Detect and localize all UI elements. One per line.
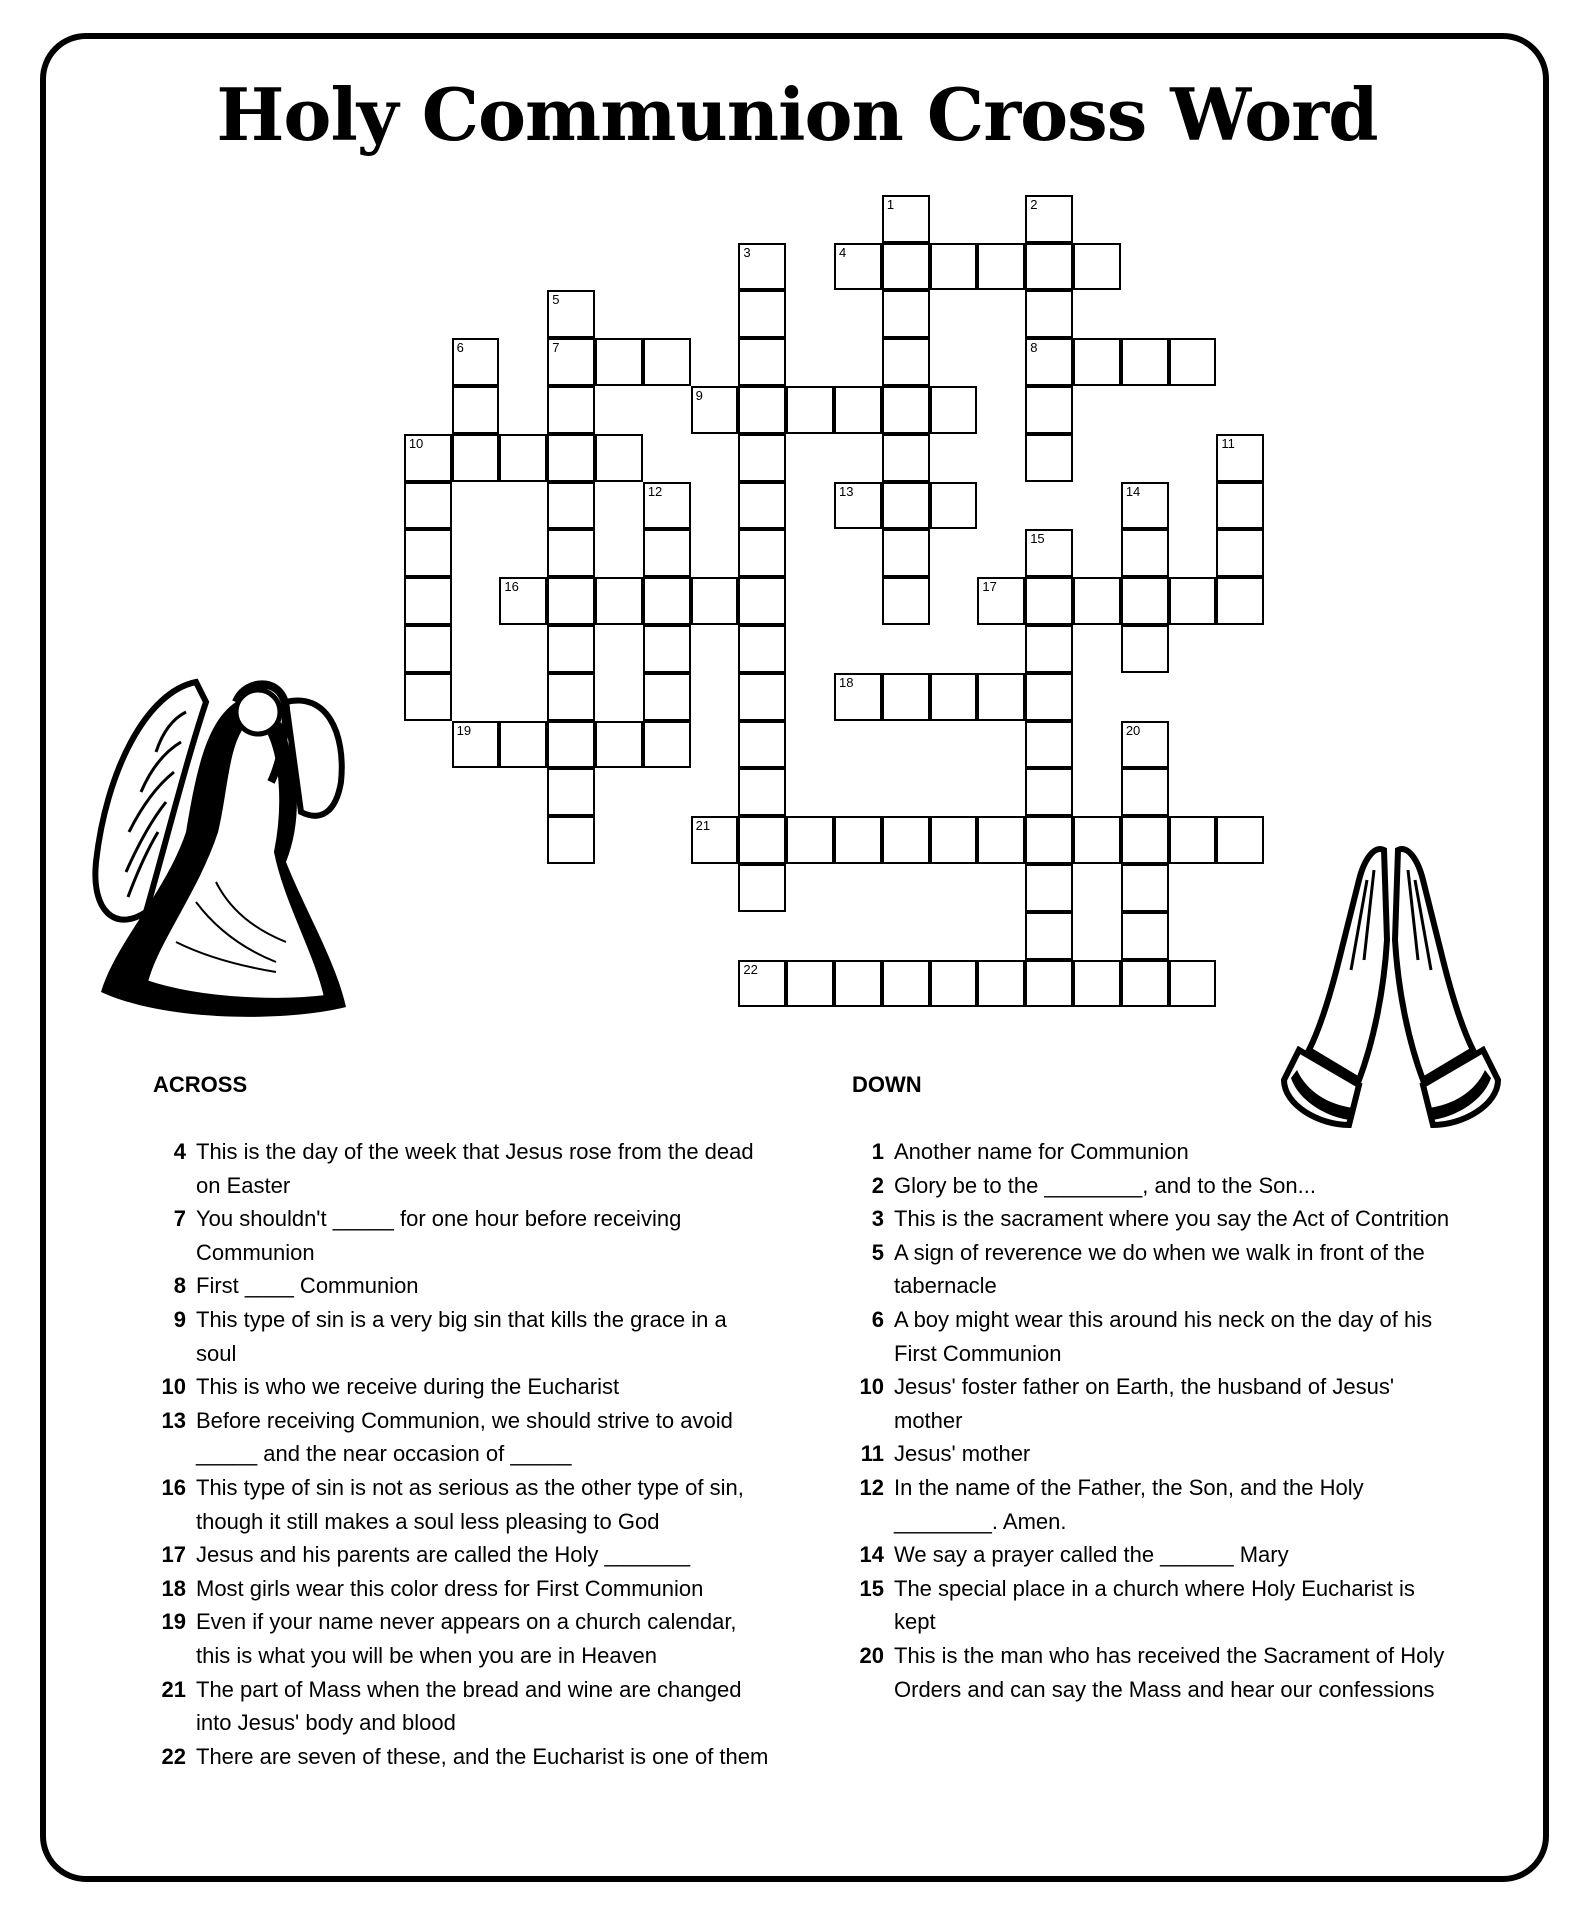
grid-cell[interactable]	[930, 243, 978, 291]
grid-cell[interactable]	[1073, 816, 1121, 864]
cell-number: 9	[695, 388, 703, 403]
grid-cell[interactable]	[738, 529, 786, 577]
grid-cell[interactable]	[404, 482, 452, 530]
grid-cell[interactable]	[738, 960, 786, 1008]
across-clue-8	[152, 1269, 772, 1303]
grid-cell[interactable]	[882, 577, 930, 625]
grid-cell[interactable]	[452, 338, 500, 386]
grid-cell[interactable]	[1073, 577, 1121, 625]
grid-cell[interactable]	[547, 386, 595, 434]
cell-number: 4	[839, 244, 847, 260]
grid-cell[interactable]	[738, 768, 786, 816]
grid-cell[interactable]	[1025, 912, 1073, 960]
grid-cell[interactable]	[1121, 912, 1169, 960]
cell-number: 22	[743, 961, 758, 977]
grid-cell[interactable]	[691, 577, 739, 625]
grid-cell[interactable]	[643, 625, 691, 673]
clue-text: Before receiving Communion, we should strive to avoid _____ and the near occasion of _____	[196, 1407, 733, 1467]
grid-cell[interactable]	[882, 338, 930, 386]
clue-text: We say a prayer called the ______ Mary	[894, 1542, 1289, 1568]
clue-number: 2	[871, 1172, 884, 1198]
grid-cell[interactable]	[1121, 864, 1169, 912]
clue-number: 1	[871, 1139, 884, 1164]
grid-cell[interactable]	[930, 960, 978, 1008]
grid-cell[interactable]	[1073, 338, 1121, 386]
across-clue-18	[152, 1572, 772, 1606]
cell-number: 2	[1030, 196, 1038, 212]
grid-cell[interactable]	[977, 960, 1025, 1008]
grid-cell[interactable]	[786, 816, 834, 864]
grid-cell[interactable]	[1025, 960, 1073, 1008]
grid-cell[interactable]	[595, 434, 643, 482]
clue-text: This is the man who has received the Sacrament of Holy Orders and can say the Mass and hear our confessions	[894, 1642, 1445, 1702]
grid-cell[interactable]	[1216, 577, 1264, 625]
grid-cell[interactable]	[738, 386, 786, 434]
grid-cell[interactable]	[1025, 673, 1073, 721]
cell-number: 6	[456, 340, 464, 356]
grid-cell[interactable]	[1025, 529, 1073, 577]
clue-text: First ____ Communion	[196, 1273, 419, 1299]
grid-cell[interactable]	[1216, 434, 1264, 482]
grid-cell[interactable]	[1025, 577, 1073, 625]
clue-number: 16	[161, 1474, 186, 1500]
grid-cell[interactable]	[1073, 960, 1121, 1008]
grid-cell[interactable]	[1025, 195, 1073, 243]
grid-cell[interactable]	[738, 625, 786, 673]
grid-cell[interactable]	[643, 338, 691, 386]
clue-number: 10	[161, 1374, 186, 1400]
page-title: Holy Communion Cross Word	[216, 72, 1378, 157]
clue-number: 13	[161, 1407, 186, 1433]
grid-cell[interactable]	[1025, 434, 1073, 482]
grid-cell[interactable]	[691, 816, 739, 864]
cell-number: 19	[456, 722, 472, 738]
grid-cell[interactable]	[930, 482, 978, 530]
grid-cell[interactable]	[1169, 338, 1217, 386]
cell-number: 11	[1221, 435, 1235, 451]
down-clue-11	[850, 1437, 1460, 1471]
grid-cell[interactable]	[977, 243, 1025, 291]
clue-number: 4	[173, 1139, 186, 1164]
cell-number: 10	[408, 435, 424, 451]
down-clue-20	[850, 1639, 1460, 1706]
clue-number: 18	[161, 1575, 186, 1601]
grid-cell[interactable]	[738, 816, 786, 864]
clue-number: 5	[871, 1239, 884, 1265]
grid-cell[interactable]	[977, 816, 1025, 864]
grid-cell[interactable]	[834, 960, 882, 1008]
clue-text: The part of Mass when the bread and wine are changed into Jesus' body and blood	[196, 1676, 742, 1736]
grid-cell[interactable]	[738, 721, 786, 769]
down-clue-10	[850, 1370, 1460, 1437]
grid-cell[interactable]	[1169, 577, 1217, 625]
grid-cell[interactable]	[1025, 386, 1073, 434]
clue-number: 20	[859, 1642, 884, 1668]
cell-number: 3	[743, 244, 751, 260]
cell-number: 5	[552, 292, 560, 308]
across-clue-19	[152, 1605, 772, 1672]
clue-number: 14	[859, 1542, 884, 1568]
cell-number: 16	[504, 579, 519, 595]
grid-cell[interactable]	[691, 386, 739, 434]
grid-cell[interactable]	[882, 290, 930, 338]
grid-cell[interactable]	[547, 673, 595, 721]
grid-cell[interactable]	[643, 673, 691, 721]
grid-cell[interactable]	[1025, 721, 1073, 769]
grid-cell[interactable]	[882, 195, 930, 243]
clue-text: Most girls wear this color dress for First Communion	[196, 1575, 704, 1601]
grid-cell[interactable]	[595, 577, 643, 625]
across-clue-list	[152, 1135, 772, 1773]
grid-cell[interactable]	[452, 386, 500, 434]
down-clue-15	[850, 1572, 1460, 1639]
grid-cell[interactable]	[1073, 243, 1121, 291]
down-clue-list	[850, 1135, 1460, 1706]
cell-number: 7	[552, 340, 560, 356]
clue-text: In the name of the Father, the Son, and the Holy ________. Amen.	[894, 1474, 1364, 1534]
grid-cell[interactable]	[643, 577, 691, 625]
grid-cell[interactable]	[738, 434, 786, 482]
clue-number: 15	[859, 1575, 884, 1601]
grid-cell[interactable]	[547, 290, 595, 338]
clue-number: 3	[871, 1206, 884, 1232]
clue-number: 22	[161, 1743, 186, 1769]
grid-cell[interactable]	[882, 673, 930, 721]
grid-cell[interactable]	[738, 482, 786, 530]
grid-cell[interactable]	[404, 625, 452, 673]
across-heading: ACROSS	[153, 1072, 248, 1097]
across-clue-17	[152, 1538, 772, 1572]
grid-cell[interactable]	[547, 721, 595, 769]
down-heading: DOWN	[852, 1072, 922, 1097]
clue-text: Jesus' foster father on Earth, the husband of Jesus' mother	[894, 1374, 1395, 1433]
grid-cell[interactable]	[834, 243, 882, 291]
grid-cell[interactable]	[499, 434, 547, 482]
cell-number: 20	[1125, 722, 1141, 738]
grid-cell[interactable]	[547, 482, 595, 530]
grid-cell[interactable]	[404, 434, 452, 482]
cell-number: 12	[647, 483, 663, 499]
grid-cell[interactable]	[786, 386, 834, 434]
across-clue-7	[152, 1202, 772, 1269]
clue-text: There are seven of these, and the Eucharist is one of them	[196, 1743, 769, 1769]
grid-cell[interactable]	[1025, 816, 1073, 864]
cell-number: 21	[695, 818, 711, 834]
grid-cell[interactable]	[547, 338, 595, 386]
grid-cell[interactable]	[1025, 338, 1073, 386]
grid-cell[interactable]	[1121, 529, 1169, 577]
down-clue-1	[850, 1135, 1460, 1169]
clue-text: Glory be to the ________, and to the Son...	[894, 1172, 1316, 1198]
clue-text: This is the day of the week that Jesus rose from the dead on Easter	[196, 1139, 754, 1198]
cell-number: 18	[839, 674, 854, 690]
across-clue-21	[152, 1673, 772, 1740]
grid-cell[interactable]	[1025, 243, 1073, 291]
grid-cell[interactable]	[977, 673, 1025, 721]
grid-cell[interactable]	[1025, 768, 1073, 816]
clue-number: 17	[161, 1542, 186, 1568]
grid-cell[interactable]	[882, 816, 930, 864]
grid-cell[interactable]	[404, 529, 452, 577]
grid-cell[interactable]	[1121, 960, 1169, 1008]
grid-cell[interactable]	[499, 577, 547, 625]
grid-cell[interactable]	[1169, 960, 1217, 1008]
praying-hands-illustration	[1279, 840, 1503, 1140]
grid-cell[interactable]	[499, 721, 547, 769]
grid-cell[interactable]	[738, 577, 786, 625]
grid-cell[interactable]	[452, 721, 500, 769]
down-clue-2	[850, 1169, 1460, 1203]
clue-text: Jesus and his parents are called the Holy _______	[196, 1542, 691, 1568]
grid-cell[interactable]	[643, 529, 691, 577]
grid-cell[interactable]	[404, 673, 452, 721]
across-clue-9	[152, 1303, 772, 1370]
grid-cell[interactable]	[1121, 338, 1169, 386]
grid-cell[interactable]	[834, 816, 882, 864]
grid-cell[interactable]	[930, 386, 978, 434]
down-clue-12	[850, 1471, 1460, 1538]
across-clue-22	[152, 1740, 772, 1774]
grid-cell[interactable]	[786, 960, 834, 1008]
clue-number: 21	[161, 1676, 186, 1702]
grid-cell[interactable]	[643, 482, 691, 530]
grid-cell[interactable]	[738, 290, 786, 338]
cell-number: 8	[1030, 340, 1038, 356]
clue-number: 7	[173, 1206, 186, 1232]
grid-cell[interactable]	[738, 864, 786, 912]
clue-text: Another name for Communion	[894, 1139, 1189, 1164]
across-clue-10	[152, 1370, 772, 1404]
grid-cell[interactable]	[930, 816, 978, 864]
cell-number: 14	[1125, 483, 1141, 499]
grid-cell[interactable]	[1025, 625, 1073, 673]
across-clue-13	[152, 1404, 772, 1471]
down-clue-6	[850, 1303, 1460, 1370]
grid-cell[interactable]	[595, 721, 643, 769]
grid-cell[interactable]	[1216, 529, 1264, 577]
clue-text: This is who we receive during the Eucharist	[196, 1374, 620, 1400]
clue-number: 10	[859, 1374, 884, 1400]
clue-number: 8	[173, 1273, 186, 1299]
crossword-grid	[405, 196, 1270, 1016]
grid-cell[interactable]	[547, 768, 595, 816]
grid-cell[interactable]	[882, 243, 930, 291]
grid-cell[interactable]	[1216, 816, 1264, 864]
grid-cell[interactable]	[882, 529, 930, 577]
down-clue-5	[850, 1236, 1460, 1303]
grid-cell[interactable]	[452, 434, 500, 482]
cell-number: 13	[839, 483, 854, 499]
grid-cell[interactable]	[1025, 864, 1073, 912]
grid-cell[interactable]	[738, 243, 786, 291]
grid-cell[interactable]	[547, 529, 595, 577]
clue-number: 9	[173, 1306, 186, 1332]
grid-cell[interactable]	[977, 577, 1025, 625]
grid-cell[interactable]	[738, 338, 786, 386]
angel-illustration	[86, 662, 358, 1022]
clue-number: 6	[871, 1306, 884, 1332]
grid-cell[interactable]	[547, 577, 595, 625]
cell-number: 15	[1030, 531, 1045, 547]
clue-text: This type of sin is a very big sin that kills the grace in a soul	[196, 1306, 727, 1366]
cell-number: 1	[886, 196, 895, 212]
grid-cell[interactable]	[643, 721, 691, 769]
clue-text: A boy might wear this around his neck on the day of his First Communion	[894, 1306, 1433, 1366]
clue-text: Even if your name never appears on a church calendar, this is what you will be when you are in Heaven	[196, 1609, 737, 1668]
grid-cell[interactable]	[1121, 625, 1169, 673]
grid-cell[interactable]	[834, 482, 882, 530]
clue-text: This is the sacrament where you say the Act of Contrition	[894, 1206, 1450, 1232]
across-clue-4	[152, 1135, 772, 1202]
grid-cell[interactable]	[882, 482, 930, 530]
clue-number: 12	[859, 1474, 884, 1500]
grid-cell[interactable]	[1216, 482, 1264, 530]
down-clue-14	[850, 1538, 1460, 1572]
grid-cell[interactable]	[930, 673, 978, 721]
down-clue-3	[850, 1202, 1460, 1236]
grid-cell[interactable]	[404, 577, 452, 625]
grid-cell[interactable]	[1025, 290, 1073, 338]
grid-cell[interactable]	[1121, 577, 1169, 625]
cell-number: 17	[982, 579, 997, 595]
grid-cell[interactable]	[1121, 816, 1169, 864]
grid-cell[interactable]	[882, 386, 930, 434]
grid-cell[interactable]	[595, 338, 643, 386]
grid-cell[interactable]	[1121, 721, 1169, 769]
clue-number: 11	[860, 1441, 884, 1467]
grid-cell[interactable]	[547, 816, 595, 864]
grid-cell[interactable]	[547, 434, 595, 482]
grid-cell[interactable]	[1121, 768, 1169, 816]
clue-text: The special place in a church where Holy Eucharist is kept	[894, 1575, 1415, 1635]
clue-number: 19	[161, 1609, 186, 1635]
clue-text: A sign of reverence we do when we walk in front of the tabernacle	[894, 1239, 1425, 1299]
across-clue-16	[152, 1471, 772, 1538]
grid-cell[interactable]	[834, 673, 882, 721]
clue-text: This type of sin is not as serious as the other type of sin, though it still makes a soul less pleasing to God	[196, 1474, 744, 1534]
grid-cell[interactable]	[882, 960, 930, 1008]
grid-cell[interactable]	[738, 673, 786, 721]
grid-cell[interactable]	[1169, 816, 1217, 864]
grid-cell[interactable]	[1121, 482, 1169, 530]
grid-cell[interactable]	[882, 434, 930, 482]
clue-text: Jesus' mother	[894, 1441, 1031, 1467]
grid-cell[interactable]	[547, 625, 595, 673]
grid-cell[interactable]	[834, 386, 882, 434]
clue-text: You shouldn't _____ for one hour before receiving Communion	[196, 1206, 682, 1265]
